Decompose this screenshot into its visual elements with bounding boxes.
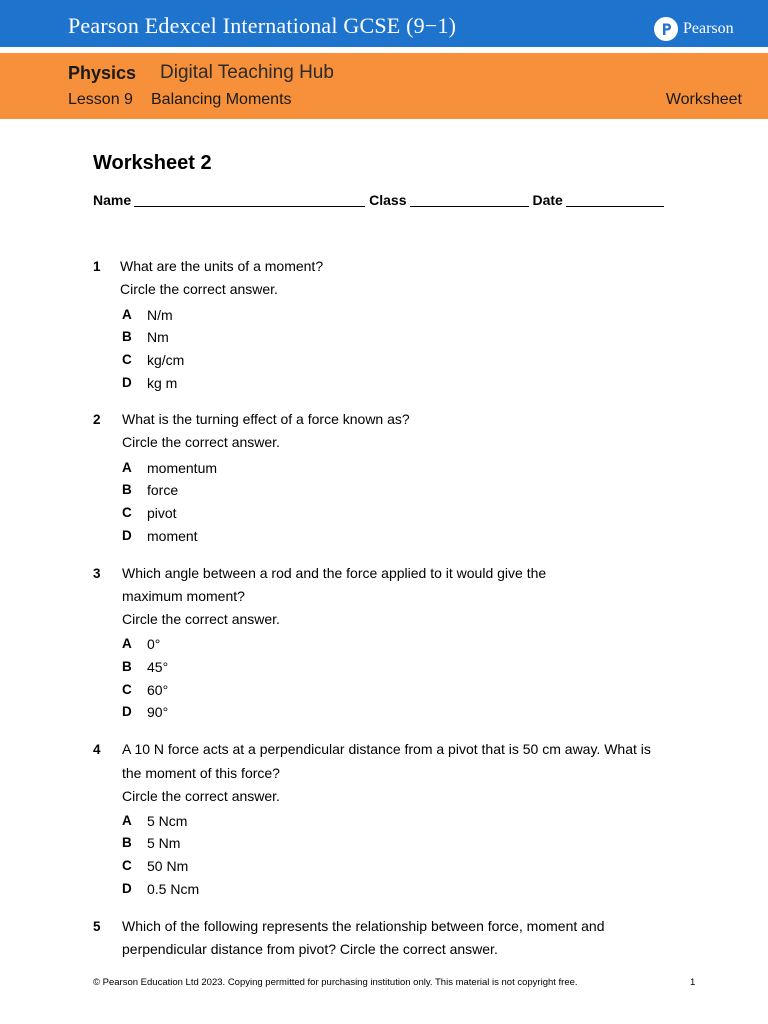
worksheet-title: Worksheet 2: [93, 152, 212, 174]
option-letter: B: [122, 482, 132, 497]
option-letter: D: [122, 704, 132, 719]
option-text: kg/cm: [147, 352, 185, 368]
question-text: Which angle between a rod and the force applied to it would give the: [122, 565, 547, 581]
question-instruction: Circle the correct answer.: [122, 788, 280, 804]
date-field-line[interactable]: [566, 193, 664, 207]
option-letter: D: [122, 881, 132, 896]
option-letter: C: [122, 858, 132, 873]
question-text-continued: perpendicular distance from pivot? Circle the correct answer.: [122, 941, 498, 957]
question-instruction: Circle the correct answer.: [120, 281, 278, 297]
question-text: What are the units of a moment?: [120, 258, 324, 274]
option-text: 60°: [147, 682, 169, 698]
option-letter: C: [122, 352, 132, 367]
question-number: 2: [93, 412, 101, 427]
option-text: moment: [147, 528, 198, 544]
option-letter: A: [122, 307, 132, 322]
name-field-line[interactable]: [134, 193, 365, 207]
pearson-p-icon: [654, 17, 678, 41]
option-text: N/m: [147, 307, 173, 323]
option-text: momentum: [147, 460, 218, 476]
series-title: Pearson Edexcel International GCSE (9−1): [68, 13, 457, 38]
option-letter: C: [122, 682, 132, 697]
question-text: A 10 N force acts at a perpendicular distance from a pivot that is 50 cm away. What is: [122, 741, 651, 757]
option-text: pivot: [147, 505, 177, 521]
pearson-logo: [654, 16, 734, 42]
option-letter: C: [122, 505, 132, 520]
option-text: 0.5 Ncm: [147, 881, 200, 897]
hub-label: Digital Teaching Hub: [160, 62, 334, 83]
option-letter: B: [122, 835, 132, 850]
question-instruction: Circle the correct answer.: [122, 434, 280, 450]
question-number: 5: [93, 919, 101, 934]
option-text: 50 Nm: [147, 858, 189, 874]
option-letter: D: [122, 375, 132, 390]
class-field-line[interactable]: [410, 193, 529, 207]
date-label: Date: [532, 192, 563, 208]
option-text: 5 Nm: [147, 835, 181, 851]
option-letter: B: [122, 659, 132, 674]
name-label: Name: [93, 192, 132, 208]
question-instruction: Circle the correct answer.: [122, 611, 280, 627]
option-letter: B: [122, 329, 132, 344]
option-text: 5 Ncm: [147, 813, 188, 829]
logo-text: Pearson: [683, 20, 734, 37]
option-text: force: [147, 482, 179, 498]
option-text: kg m: [147, 375, 178, 391]
option-text: 45°: [147, 659, 169, 675]
question-text-continued: maximum moment?: [122, 588, 245, 604]
option-letter: A: [122, 636, 132, 651]
option-text: 90°: [147, 704, 169, 720]
class-label: Class: [369, 192, 407, 208]
question-number: 1: [93, 259, 101, 274]
option-letter: A: [122, 460, 132, 475]
option-letter: D: [122, 528, 132, 543]
question-text-continued: the moment of this force?: [122, 765, 280, 781]
lesson-title: Balancing Moments: [151, 91, 292, 108]
lesson-number: Lesson 9: [68, 91, 133, 108]
student-details-row: [93, 190, 668, 208]
question-text: Which of the following represents the relationship between force, moment and: [122, 918, 605, 934]
page-number: 1: [690, 977, 696, 988]
question-text: What is the turning effect of a force known as?: [122, 411, 410, 427]
option-letter: A: [122, 813, 132, 828]
document-type-label: Worksheet: [665, 91, 742, 108]
option-text: Nm: [147, 329, 169, 345]
question-number: 3: [93, 566, 101, 581]
copyright-footer: © Pearson Education Ltd 2023. Copying permitted for purchasing institution only. This material is not copyright free.: [93, 977, 578, 988]
option-text: 0°: [147, 636, 161, 652]
question-number: 4: [93, 742, 101, 757]
subject-label: Physics: [68, 63, 137, 83]
